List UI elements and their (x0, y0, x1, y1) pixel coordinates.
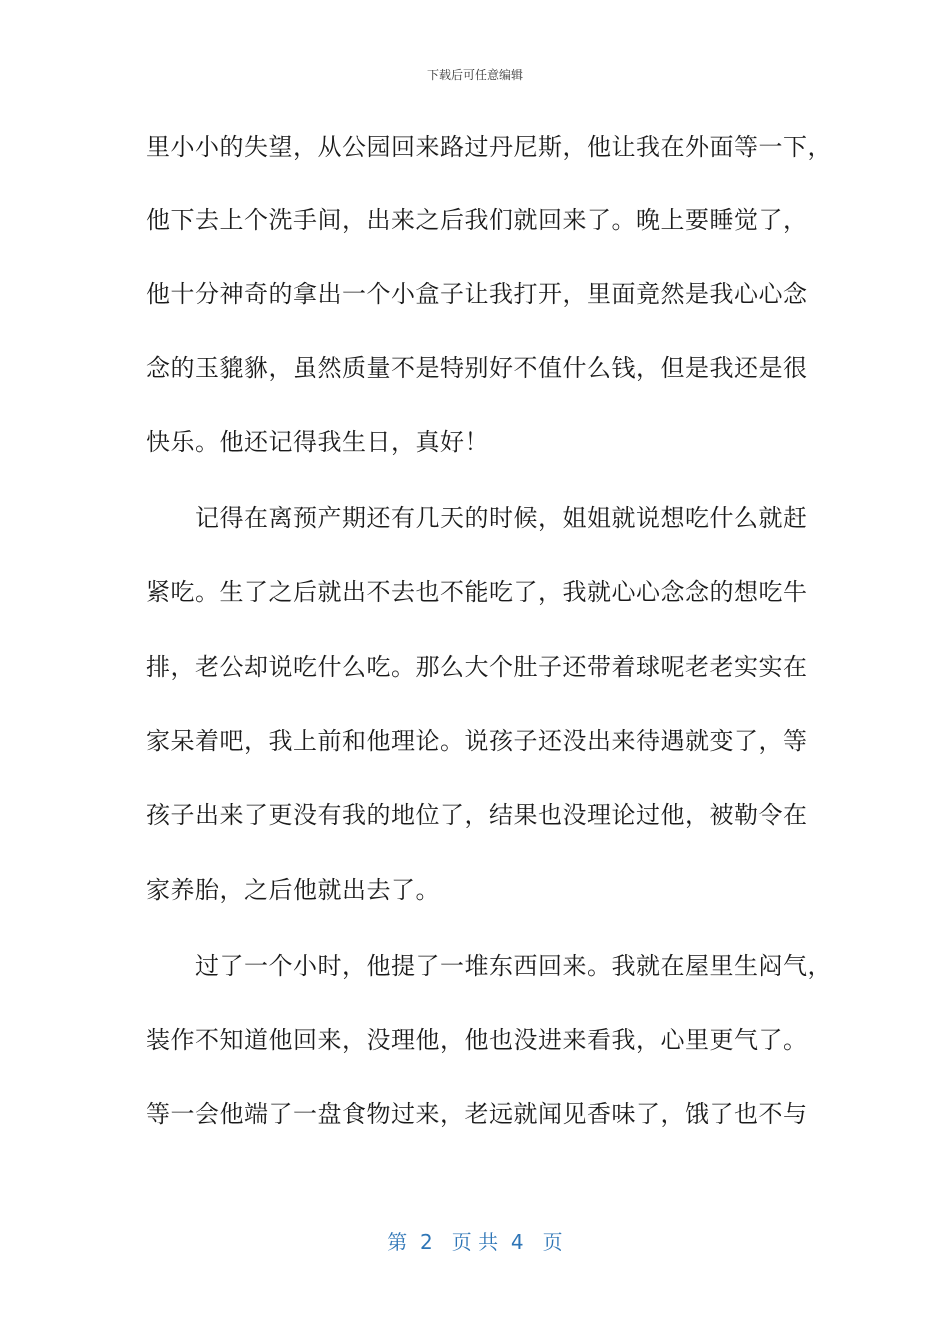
text-line: 快乐。他还记得我生日，真好！ (146, 428, 489, 456)
page-number: 第 2 页 共 4 页 (387, 1230, 563, 1254)
text-line: 装作不知道他回来，没理他，他也没进来看我，心里更气了。 (146, 1026, 808, 1054)
text-line: 念的玉貔貅，虽然质量不是特别好不值什么钱，但是我还是很 (146, 354, 808, 382)
text-line: 排，老公却说吃什么吃。那么大个肚子还带着球呢老老实实在 (146, 653, 808, 681)
text-line: 过了一个小时，他提了一堆东西回来。我就在屋里生闷气， (146, 952, 832, 980)
text-line: 他下去上个洗手间，出来之后我们就回来了。晚上要睡觉了， (146, 206, 808, 234)
text-line: 家养胎，之后他就出去了。 (146, 876, 440, 904)
text-line: 紧吃。生了之后就出不去也不能吃了，我就心心念念的想吃牛 (146, 578, 808, 606)
text-line: 家呆着吧，我上前和他理论。说孩子还没出来待遇就变了，等 (146, 727, 808, 755)
text-line: 他十分神奇的拿出一个小盒子让我打开，里面竟然是我心心念 (146, 280, 808, 308)
page-header: 下载后可任意编辑 (426, 68, 523, 82)
text-line: 里小小的失望，从公园回来路过丹尼斯，他让我在外面等一下， (146, 133, 832, 161)
text-line: 等一会他端了一盘食物过来，老远就闻见香味了，饿了也不与 (146, 1100, 808, 1128)
text-line: 记得在离预产期还有几天的时候，姐姐就说想吃什么就赶 (146, 504, 808, 532)
text-line: 孩子出来了更没有我的地位了，结果也没理论过他，被勒令在 (146, 801, 808, 829)
